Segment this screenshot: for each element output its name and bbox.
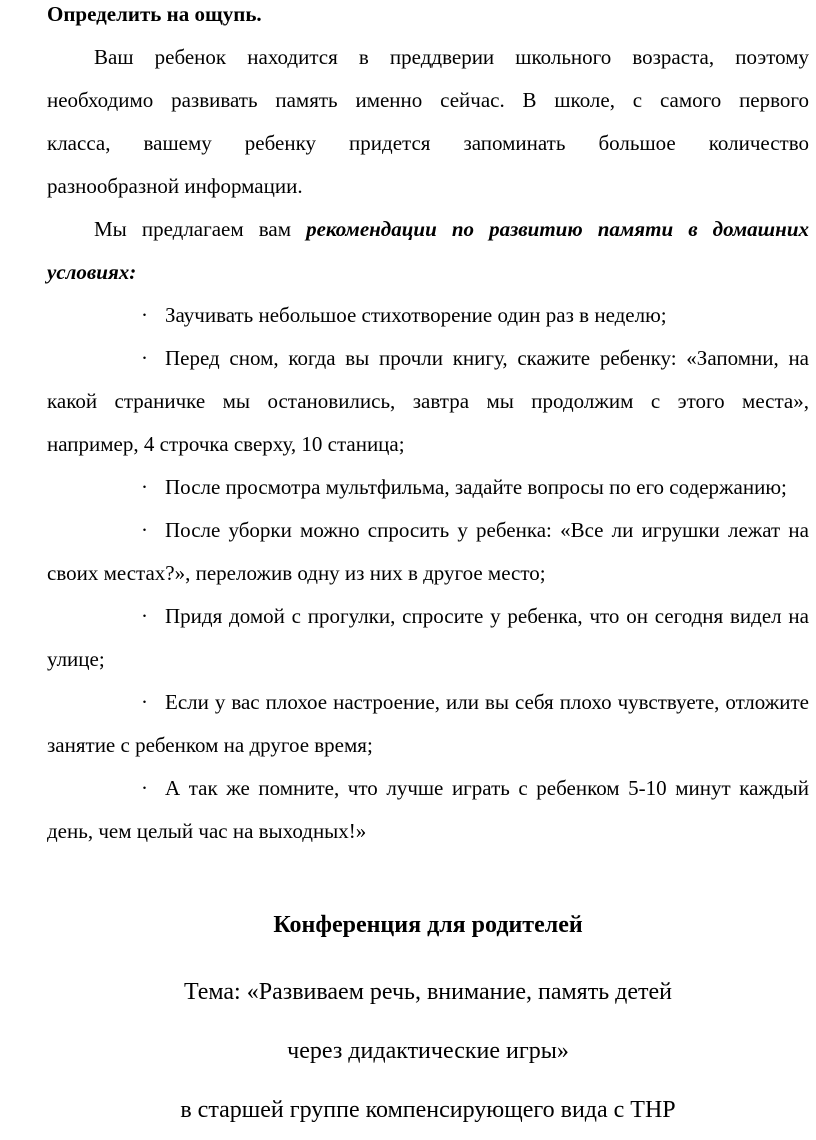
recommendation-text: После уборки можно спросить у ребенка: «Все ли игрушки лежат на bbox=[165, 518, 809, 542]
recommendation-line bbox=[47, 466, 809, 509]
paragraph-line: Ваш ребенок находится в преддверии школьного возраста, поэтому bbox=[94, 45, 809, 69]
document-body bbox=[47, 0, 809, 853]
recommendation-line bbox=[47, 509, 809, 552]
recommendation-line bbox=[47, 767, 809, 810]
bullet-icon: · bbox=[141, 346, 148, 370]
bullet-icon: · bbox=[141, 776, 148, 800]
recommendations-list bbox=[47, 294, 809, 853]
conference-title: Конференция для родителей bbox=[273, 912, 583, 938]
paragraph-line: условиях: bbox=[47, 260, 137, 284]
recommendation-item bbox=[47, 466, 809, 509]
paragraph-line bbox=[47, 208, 809, 251]
conference-theme-line-1: Тема: «Развиваем речь, внимание, память детей bbox=[183, 979, 672, 1005]
recommendations-intro-paragraph bbox=[47, 208, 809, 294]
intro-paragraph bbox=[47, 36, 809, 208]
recommendation-item bbox=[47, 681, 809, 767]
conference-theme-line-2: через дидактические игры» bbox=[287, 1038, 569, 1064]
paragraph-line: класса, вашему ребенку придется запоминать большое количество bbox=[47, 131, 809, 155]
recommendation-text: А так же помните, что лучше играть с ребенком 5-10 минут каждый bbox=[165, 776, 809, 800]
recommendation-text: Придя домой с прогулки, спросите у ребенка, что он сегодня видел на bbox=[165, 604, 809, 628]
recommendation-line: день, чем целый час на выходных!» bbox=[47, 819, 367, 843]
recommendation-item bbox=[47, 509, 809, 595]
paragraph-line: разнообразной информации. bbox=[47, 174, 303, 198]
bullet-icon: · bbox=[141, 303, 148, 327]
recommendation-line bbox=[47, 337, 809, 380]
recommendation-line bbox=[47, 294, 809, 337]
recommendation-line bbox=[47, 681, 809, 724]
bullet-icon: · bbox=[141, 475, 148, 499]
section-heading: Определить на ощупь. bbox=[47, 2, 262, 26]
recommendation-line bbox=[47, 595, 809, 638]
recommendation-item bbox=[47, 337, 809, 466]
recommendation-text: После просмотра мультфильма, задайте вопросы по его содержанию; bbox=[165, 475, 787, 499]
recommendation-line: своих местах?», переложив одну из них в другое место; bbox=[47, 561, 546, 585]
recommendation-item bbox=[47, 767, 809, 853]
recommendation-item bbox=[47, 294, 809, 337]
recommendation-item bbox=[47, 595, 809, 681]
bullet-icon: · bbox=[141, 690, 148, 714]
recommendation-line: например, 4 строчка сверху, 10 станица; bbox=[47, 432, 405, 456]
intro-emphasis-text: рекомендации по развитию памяти в домашних bbox=[306, 217, 810, 241]
paragraph-line: необходимо развивать память именно сейчас. В школе, с самого первого bbox=[47, 88, 809, 112]
conference-theme-line-3: в старшей группе компенсирующего вида с ТНР bbox=[180, 1097, 676, 1123]
bullet-icon: · bbox=[141, 518, 148, 542]
recommendation-text: Перед сном, когда вы прочли книгу, скажите ребенку: «Запомни, на bbox=[165, 346, 809, 370]
recommendation-line: улице; bbox=[47, 647, 105, 671]
recommendation-text: Если у вас плохое настроение, или вы себя плохо чувствуете, отложите bbox=[165, 690, 809, 714]
bullet-icon: · bbox=[141, 604, 148, 628]
recommendation-line: занятие с ребенком на другое время; bbox=[47, 733, 373, 757]
recommendation-text: Заучивать небольшое стихотворение один раз в неделю; bbox=[165, 303, 667, 327]
intro-prefix-text: Мы предлагаем вам bbox=[94, 217, 307, 241]
conference-block bbox=[47, 896, 809, 1140]
recommendation-line: какой страничке мы остановились, завтра мы продолжим с этого места», bbox=[47, 389, 809, 413]
